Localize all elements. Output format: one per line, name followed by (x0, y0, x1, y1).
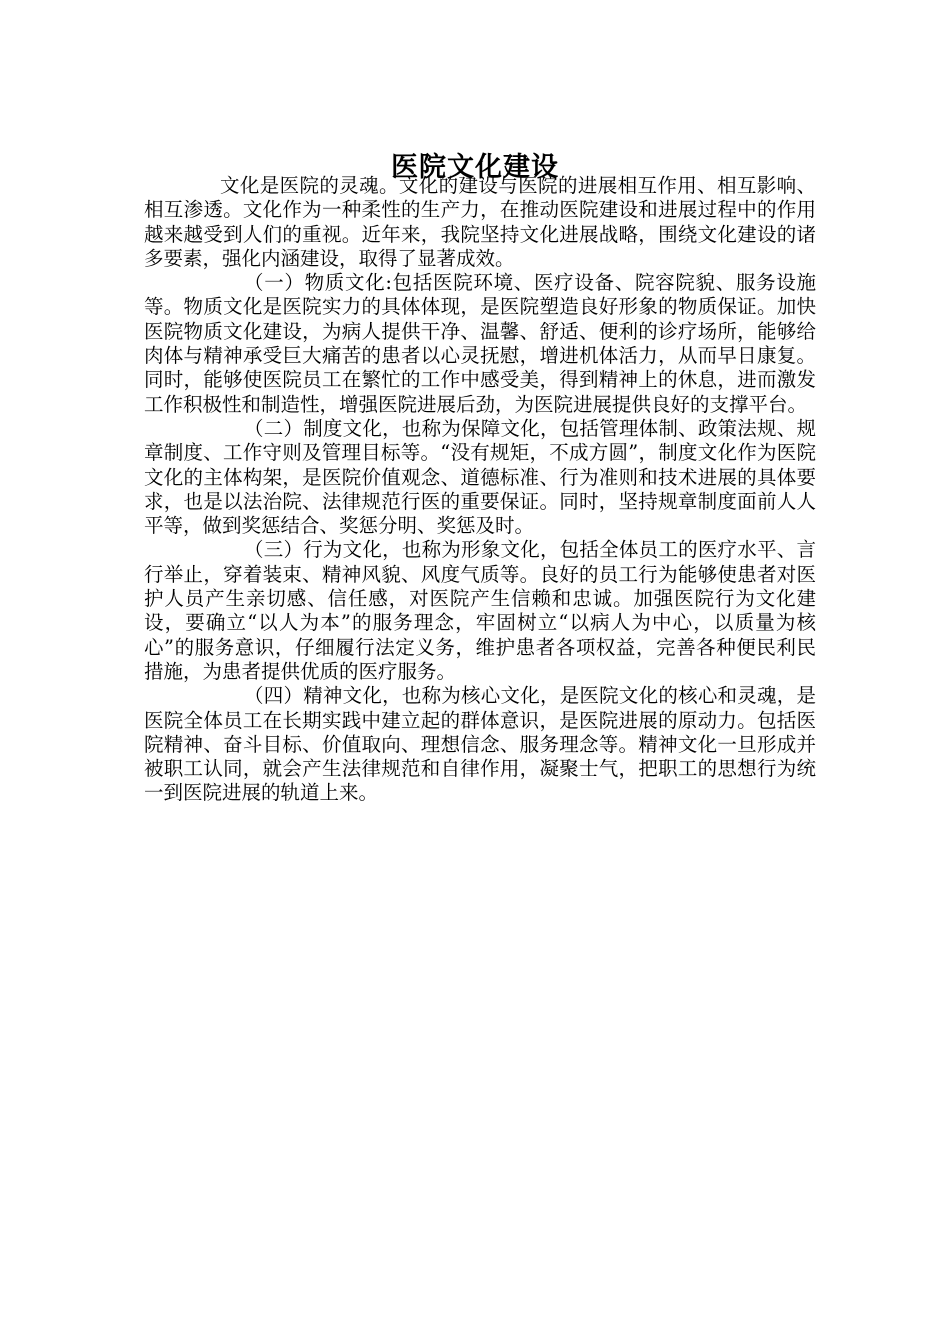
page-title: 医院文化建设 (391, 152, 559, 184)
paragraph-intro: 文化是医院的灵魂。文化的建设与医院的进展相互作用、相互影响、相互渗透。文化作为一种柔性的生产力，在推动医院建设和进展过程中的作用越来越受到人们的重视。近年来，我院坚持文化进展战略，围绕文化建设的诸多要素，强化内涵建设，取得了显著成效。 (144, 174, 816, 270)
document-body (144, 174, 816, 806)
paragraph-behavioral-culture: （三）行为文化，也称为形象文化，包括全体员工的医疗水平、言行举止，穿着装束、精神风貌、风度气质等。良好的员工行为能够使患者对医护人员产生亲切感、信任感，对医院产生信赖和忠诚。加强医院行为文化建设，要确立“以人为本”的服务理念，牢固树立“以病人为中心，以质量为核心”的服务意识，仔细履行法定义务，维护患者各项权益，完善各种便民利民措施，为患者提供优质的医疗服务。 (144, 538, 816, 683)
paragraph-spiritual-culture: （四）精神文化，也称为核心文化，是医院文化的核心和灵魂，是医院全体员工在长期实践中建立起的群体意识，是医院进展的原动力。包括医院精神、奋斗目标、价值取向、理想信念、服务理念等。精神文化一旦形成并被职工认同，就会产生法律规范和自律作用，凝聚士气，把职工的思想行为统一到医院进展的轨道上来。 (144, 684, 816, 805)
paragraph-institutional-culture: （二）制度文化，也称为保障文化，包括管理体制、政策法规、规章制度、工作守则及管理目标等。“没有规矩，不成方圆”，制度文化作为医院文化的主体构架，是医院价值观念、道德标准、行为准则和技术进展的具体要求，也是以法治院、法律规范行医的重要保证。同时，坚持规章制度面前人人平等，做到奖惩结合、奖惩分明、奖惩及时。 (144, 416, 816, 538)
paragraph-material-culture: （一）物质文化:包括医院环境、医疗设备、院容院貌、服务设施等。物质文化是医院实力的具体体现，是医院塑造良好形象的物质保证。加快医院物质文化建设，为病人提供干净、温馨、舒适、便利的诊疗场所，能够给肉体与精神承受巨大痛苦的患者以心灵抚慰，增进机体活力，从而早日康复。同时，能够使医院员工在繁忙的工作中感受美，得到精神上的休息，进而激发工作积极性和制造性，增强医院进展后劲，为医院进展提供良好的支撑平台。 (144, 271, 816, 416)
